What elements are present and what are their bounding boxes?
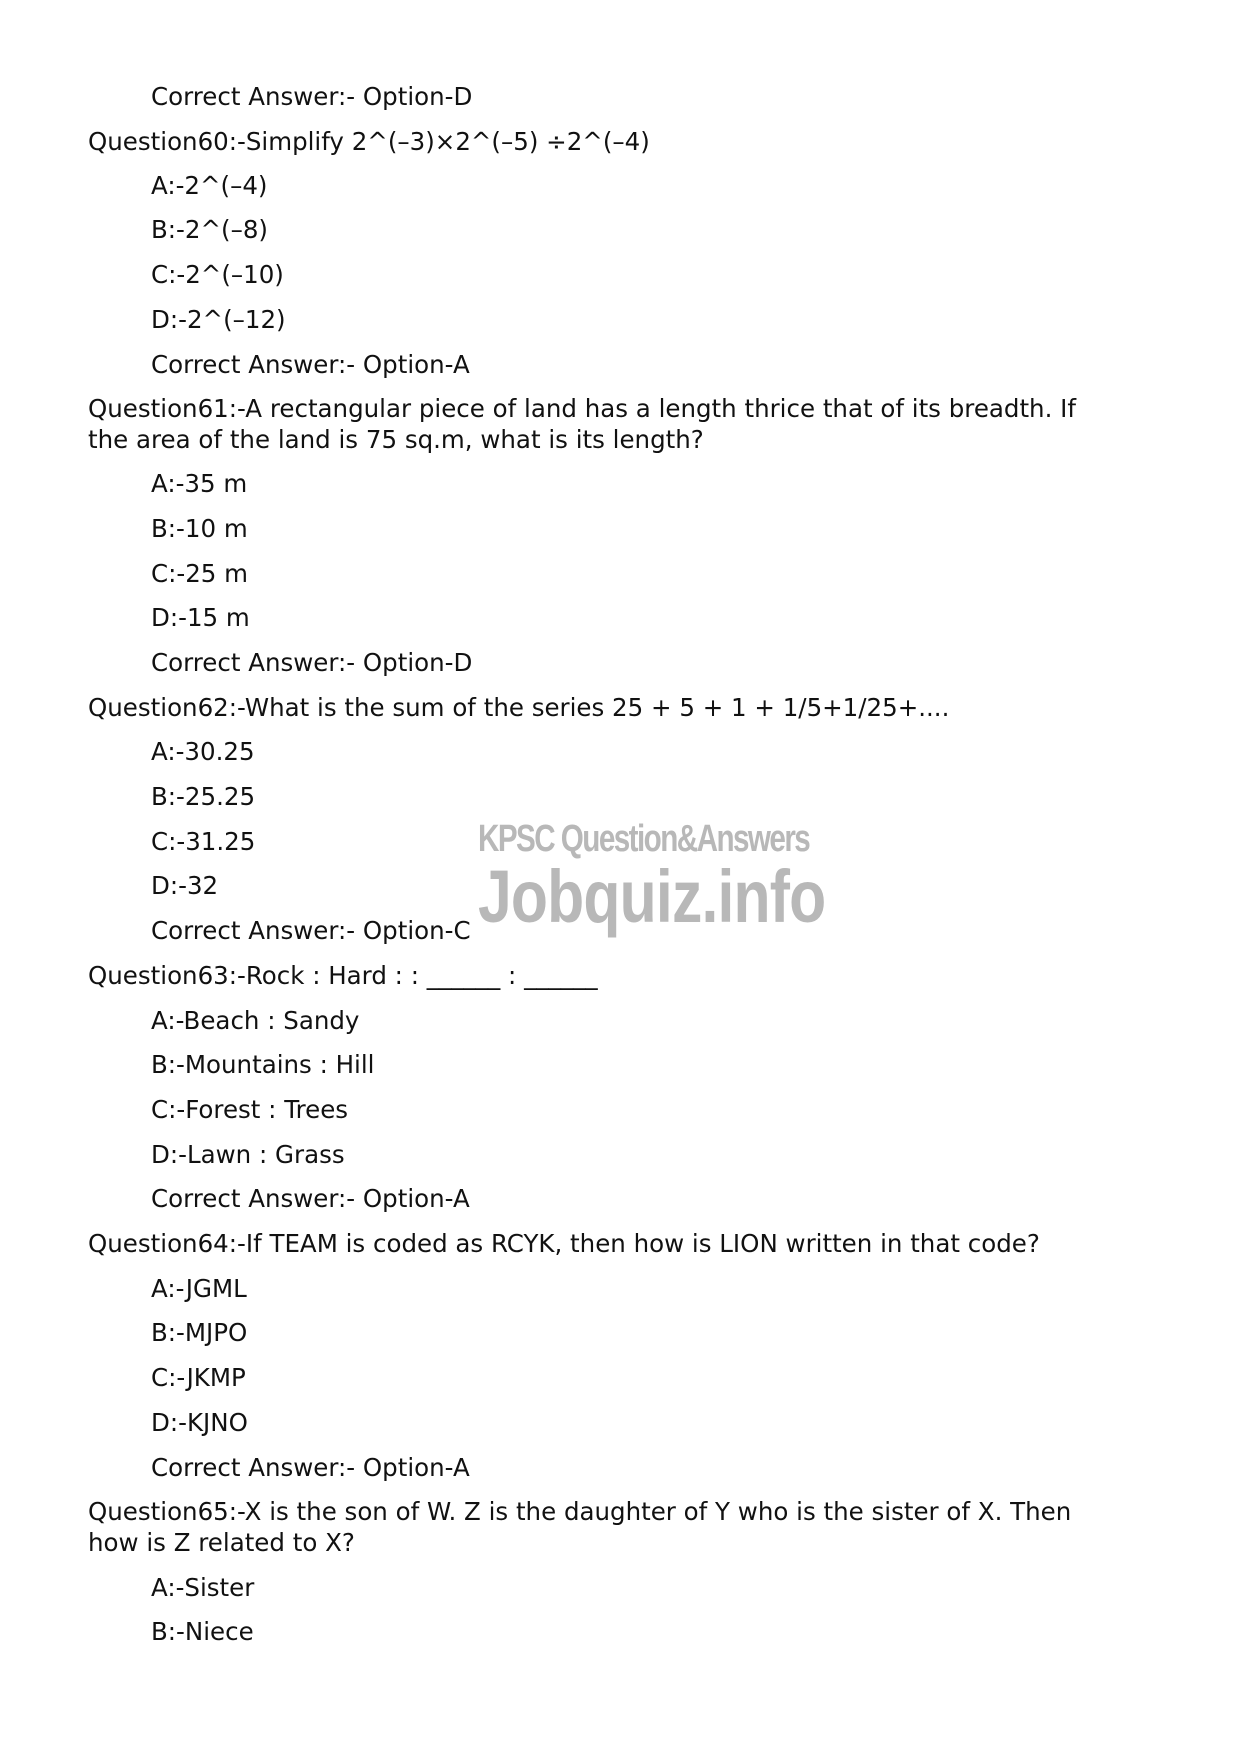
q64-option-a: A:-JGML [151, 1274, 247, 1303]
question-60-text: Question60:-Simplify 2^(–3)×2^(–5) ÷2^(–4) [88, 127, 650, 156]
question-61-text-line2: the area of the land is 75 sq.m, what is its length? [88, 425, 704, 454]
q63-option-d: D:-Lawn : Grass [151, 1140, 345, 1169]
correct-answer-q62: Correct Answer:- Option-C [151, 916, 471, 945]
q62-option-b: B:-25.25 [151, 782, 256, 811]
q61-option-b: B:-10 m [151, 514, 248, 543]
question-64-text: Question64:-If TEAM is coded as RCYK, then how is LION written in that code? [88, 1229, 1040, 1258]
q65-option-b: B:-Niece [151, 1617, 254, 1646]
q61-option-c: C:-25 m [151, 559, 249, 588]
correct-answer-q60: Correct Answer:- Option-A [151, 350, 470, 379]
q63-option-c: C:-Forest : Trees [151, 1095, 349, 1124]
q60-option-d: D:-2^(–12) [151, 305, 286, 334]
question-63-text: Question63:-Rock : Hard : : ______ : ______ [88, 961, 598, 990]
site-watermark [478, 817, 826, 938]
question-65-text-line1: Question65:-X is the son of W. Z is the daughter of Y who is the sister of X. Then [88, 1497, 1072, 1526]
q64-option-c: C:-JKMP [151, 1363, 246, 1392]
question-62-text: Question62:-What is the sum of the series 25 + 5 + 1 + 1/5+1/25+.... [88, 693, 950, 722]
q62-option-c: C:-31.25 [151, 827, 256, 856]
correct-answer-q63: Correct Answer:- Option-A [151, 1184, 470, 1213]
question-61-text-line1: Question61:-A rectangular piece of land has a length thrice that of its breadth. If [88, 394, 1077, 423]
watermark-domain: Jobquiz.info [478, 855, 826, 938]
q62-option-a: A:-30.25 [151, 737, 255, 766]
q62-option-d: D:-32 [151, 871, 219, 900]
watermark-tagline: KPSC Question&Answers [478, 818, 810, 860]
q63-option-a: A:-Beach : Sandy [151, 1006, 360, 1035]
q63-option-b: B:-Mountains : Hill [151, 1050, 375, 1079]
q60-option-c: C:-2^(–10) [151, 260, 284, 289]
question-65-text-line2: how is Z related to X? [88, 1528, 355, 1557]
q64-option-d: D:-KJNO [151, 1408, 248, 1437]
q61-option-a: A:-35 m [151, 469, 248, 498]
correct-answer-q64: Correct Answer:- Option-A [151, 1453, 470, 1482]
q61-option-d: D:-15 m [151, 603, 250, 632]
correct-answer-q59: Correct Answer:- Option-D [151, 82, 473, 111]
correct-answer-q61: Correct Answer:- Option-D [151, 648, 473, 677]
q60-option-b: B:-2^(–8) [151, 215, 268, 244]
q65-option-a: A:-Sister [151, 1573, 255, 1602]
q60-option-a: A:-2^(–4) [151, 171, 268, 200]
q64-option-b: B:-MJPO [151, 1318, 248, 1347]
